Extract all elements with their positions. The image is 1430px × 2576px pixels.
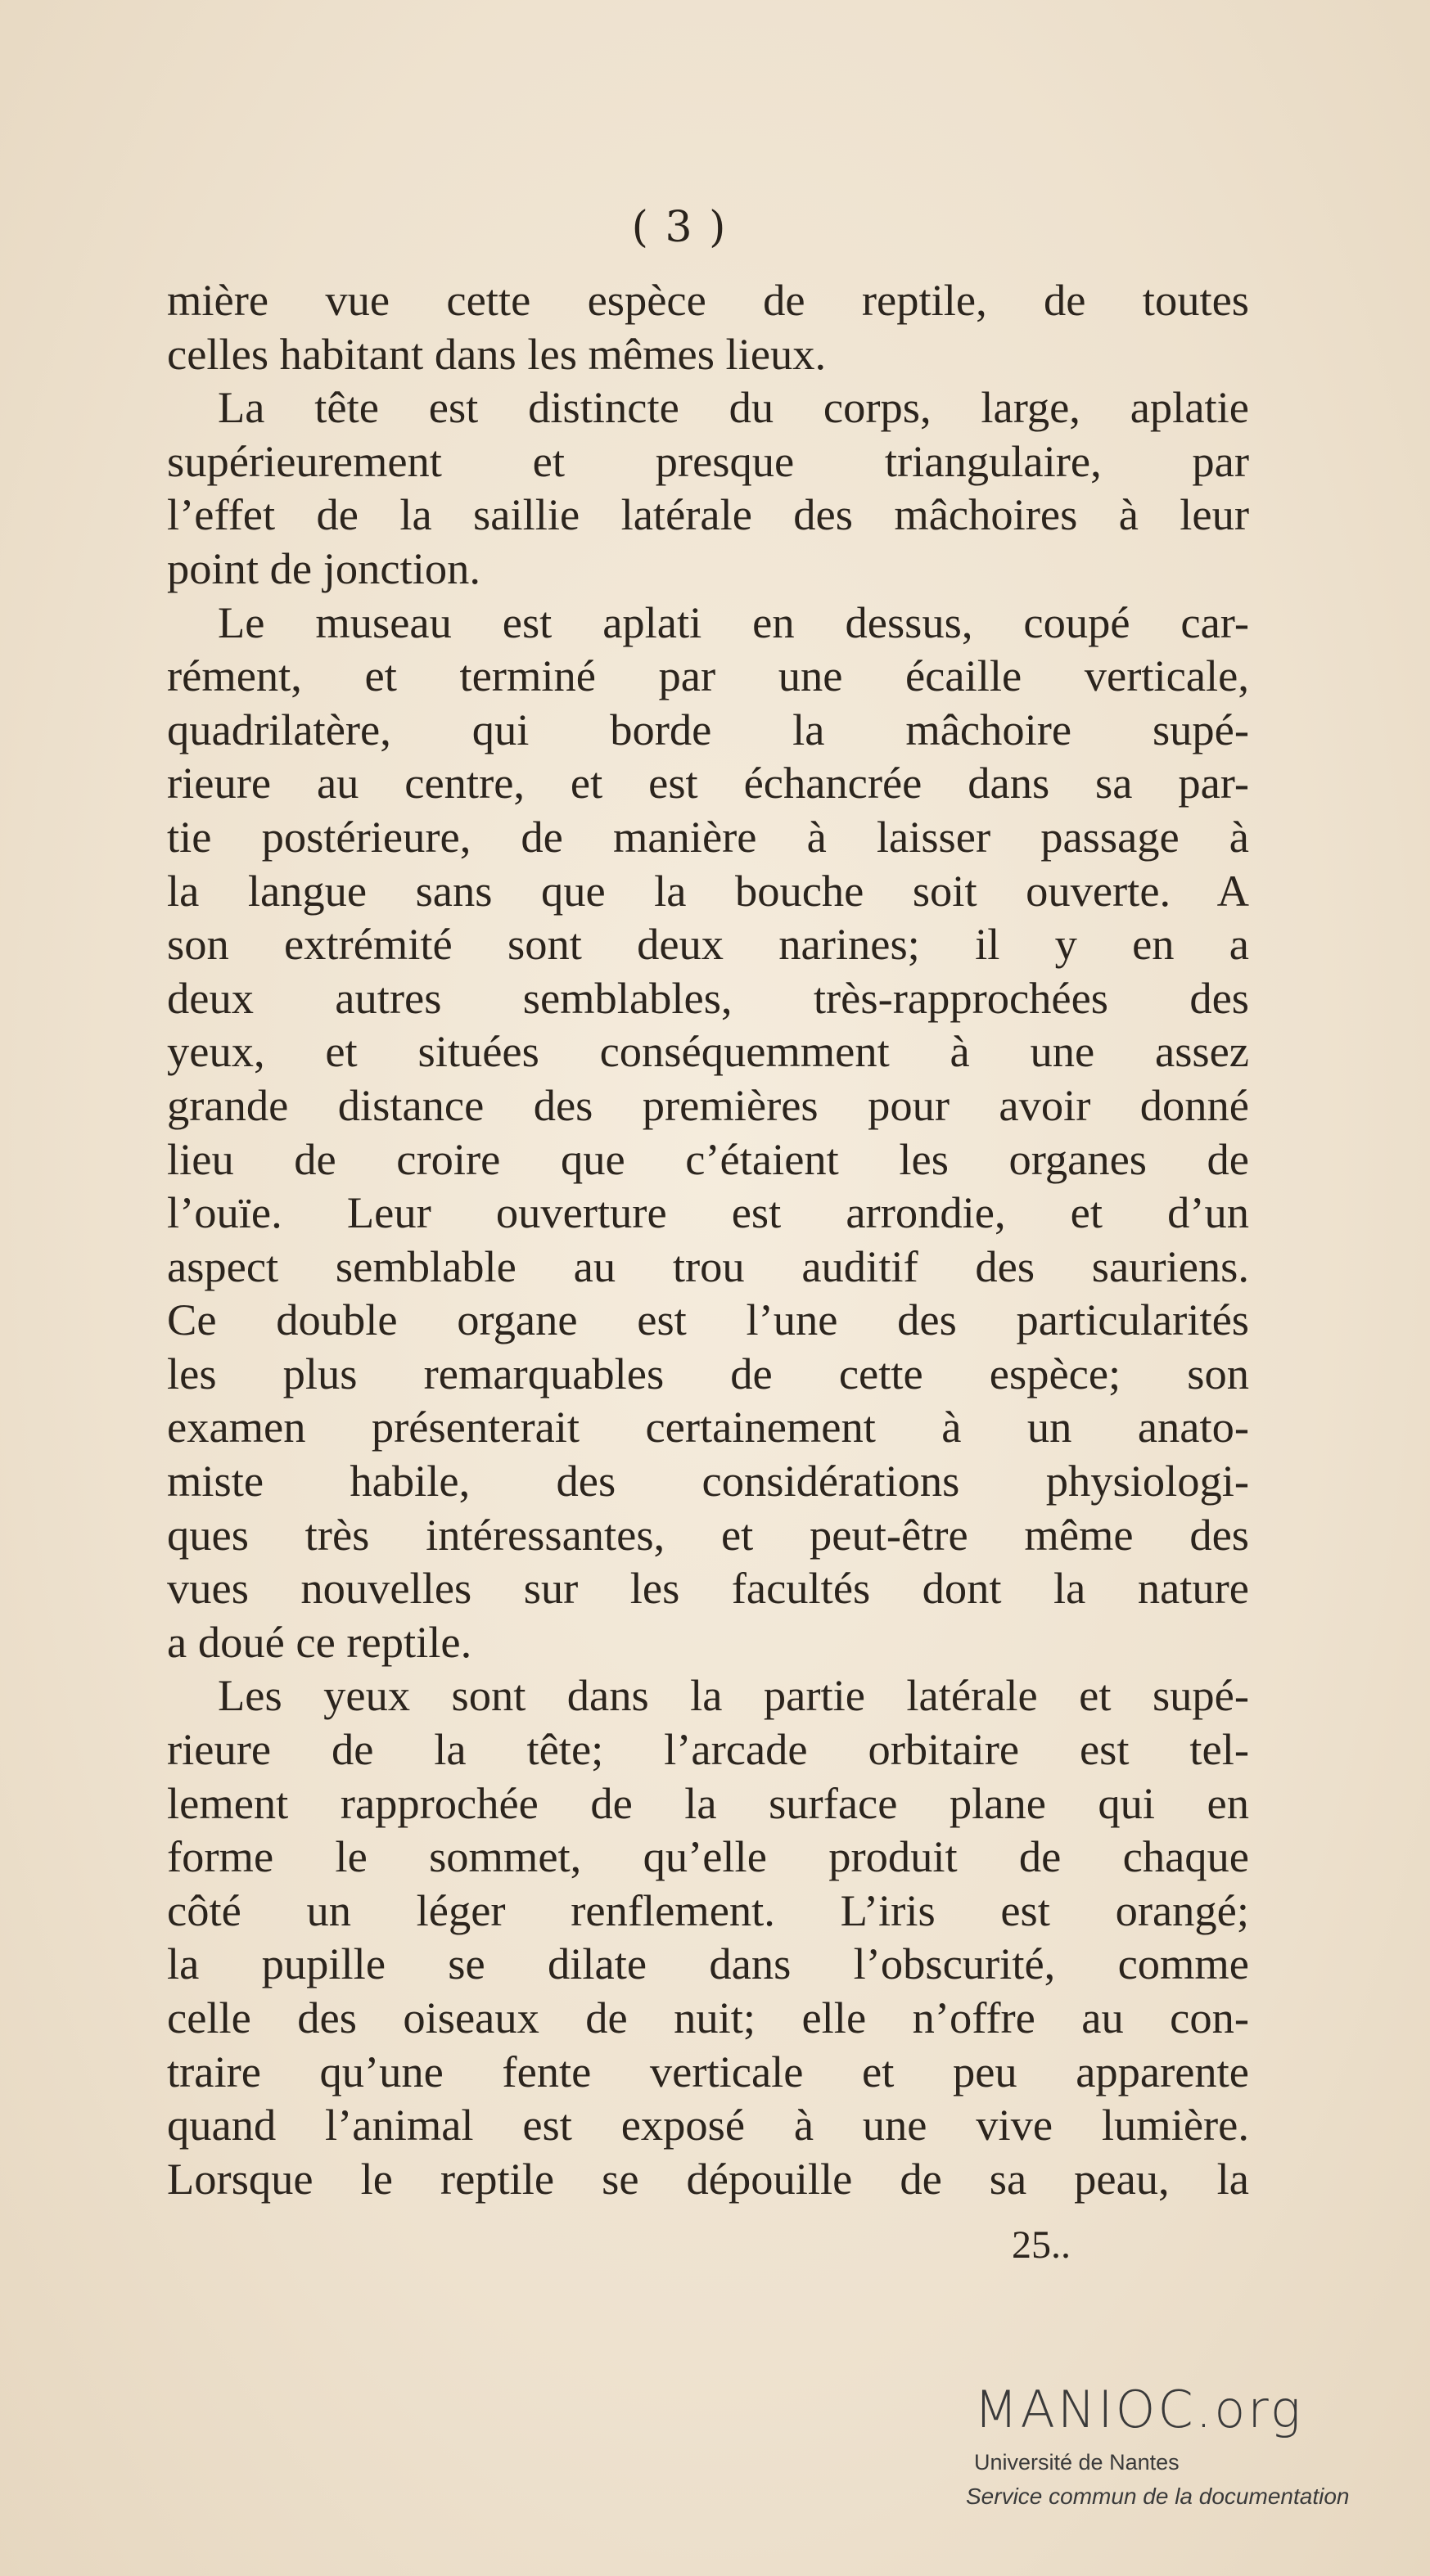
text-line: Ce double organe est l’une des particularités: [167, 1295, 1249, 1345]
text-line: forme le sommet, qu’elle produit de chaque: [167, 1831, 1249, 1882]
text-line: l’ouïe. Leur ouverture est arrondie, et d’un: [167, 1187, 1249, 1238]
text-line: traire qu’une fente verticale et peu apparente: [167, 2046, 1249, 2096]
page-number: ( 3 ): [631, 203, 728, 252]
text-line: rieure de la tête; l’arcade orbitaire est tel-: [167, 1724, 1249, 1775]
text-line: yeux, et situées conséquemment à une assez: [167, 1026, 1249, 1077]
footer-service: Service commun de la documentation: [966, 2484, 1350, 2509]
text-line: rieure au centre, et est échancrée dans sa par-: [167, 758, 1249, 808]
text-line: point de jonction.: [167, 543, 480, 593]
text-line: celles habitant dans les mêmes lieux.: [167, 328, 827, 379]
text-line: la pupille se dilate dans l’obscurité, comme: [167, 1939, 1249, 1989]
text-line: l’effet de la saillie latérale des mâchoires à leur: [167, 489, 1249, 540]
text-line: Les yeux sont dans la partie latérale et supé-: [218, 1670, 1249, 1721]
text-line: tie postérieure, de manière à laisser passage à: [167, 811, 1249, 862]
body-text: [167, 273, 1249, 2205]
text-line: son extrémité sont deux narines; il y en a: [167, 919, 1249, 970]
text-line: rément, et terminé par une écaille verticale,: [167, 651, 1249, 701]
text-line: supérieurement et presque triangulaire, par: [167, 435, 1249, 486]
text-line: Le museau est aplati en dessus, coupé car-: [218, 597, 1249, 647]
text-line: côté un léger renflement. L’iris est orangé;: [167, 1885, 1249, 1935]
text-line: grande distance des premières pour avoir donné: [167, 1079, 1249, 1130]
text-line: aspect semblable au trou auditif des sauriens.: [167, 1241, 1249, 1291]
text-line: les plus remarquables de cette espèce; son: [167, 1348, 1249, 1398]
text-line: examen présenterait certainement à un anato-: [167, 1402, 1249, 1452]
text-line: La tête est distincte du corps, large, aplatie: [218, 382, 1249, 433]
text-line: a doué ce reptile.: [167, 1616, 472, 1667]
text-line: celle des oiseaux de nuit; elle n’offre au con-: [167, 1993, 1249, 2042]
footer-university: Université de Nantes: [974, 2450, 1180, 2475]
text-line: la langue sans que la bouche soit ouverte. A: [167, 865, 1249, 916]
text-line: lieu de croire que c’étaient les organes de: [167, 1133, 1249, 1184]
text-line: vues nouvelles sur les facultés dont la nature: [167, 1563, 1249, 1614]
text-line: miste habile, des considérations physiologi-: [167, 1456, 1249, 1506]
text-line: lement rapprochée de la surface plane qui en: [167, 1777, 1249, 1828]
text-line: quadrilatère, qui borde la mâchoire supé-: [167, 704, 1249, 754]
text-line: quand l’animal est exposé à une vive lumière.: [167, 2100, 1249, 2150]
signature-mark: 25..: [1012, 2223, 1071, 2267]
text-line: Lorsque le reptile se dépouille de sa peau, la: [167, 2153, 1249, 2204]
manioc-logo: MANIOC.org: [974, 2380, 1303, 2439]
text-line: deux autres semblables, très-rapprochées des: [167, 972, 1249, 1023]
text-line: mière vue cette espèce de reptile, de toutes: [167, 275, 1249, 325]
text-line: ques très intéressantes, et peut-être même des: [167, 1509, 1249, 1560]
